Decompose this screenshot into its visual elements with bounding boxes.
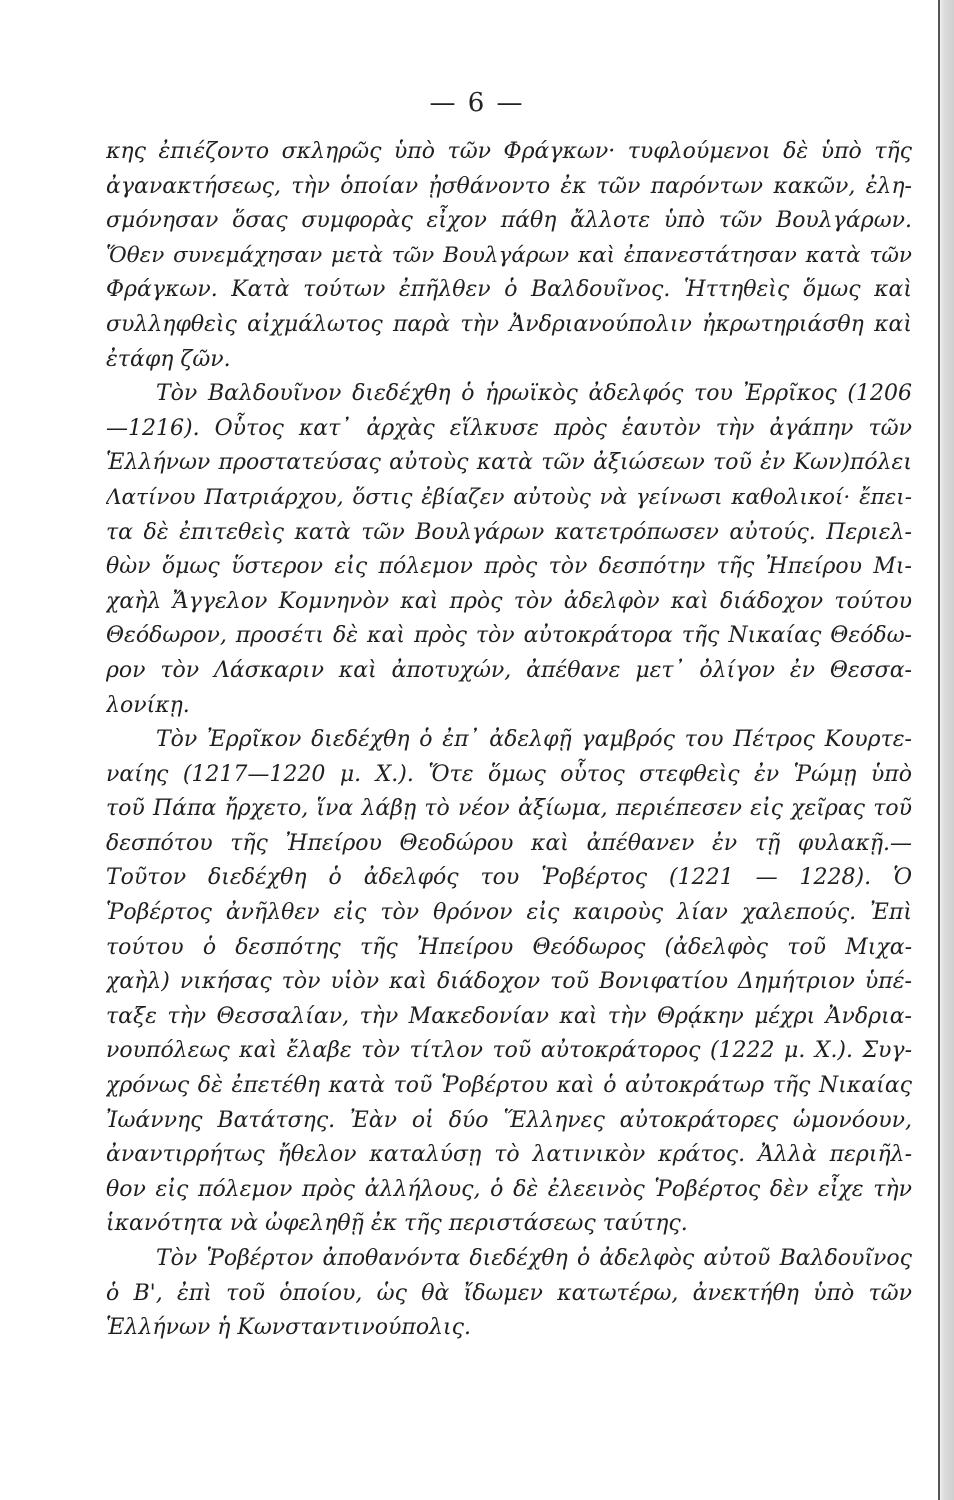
text-line: Τὸν Βαλδουῖνον διεδέχθη ὁ ἡρωϊκὸς ἀδελφός του Ἐρρῖκος (1206 bbox=[156, 381, 912, 407]
text-line: Λατίνου Πατριάρχου, ὅστις ἐβίαζεν αὐτοὺς νὰ γείνωσι καθολικοί· ἔπει- bbox=[106, 484, 912, 510]
text-line: χαὴλ) νικήσας τὸν υἱὸν καὶ διάδοχον τοῦ Βονιφατίου Δημήτριον ὑπέ- bbox=[106, 969, 912, 995]
text-line: δεσπότου τῆς Ἠπείρου Θεοδώρου καὶ ἀπέθανεν ἐν τῇ φυλακῇ.— bbox=[106, 830, 912, 856]
text-line: ὁ Β', ἐπὶ τοῦ ὁποίου, ὡς θὰ ἴδωμεν κατωτέρω, ἀνεκτήθη ὑπὸ τῶν bbox=[106, 1280, 912, 1306]
page-edge-shadow bbox=[938, 0, 954, 1500]
text-line: Ἰωάννης Βατάτσης. Ἐὰν οἱ δύο Ἕλληνες αὐτοκράτορες ὡμονόουν, bbox=[106, 1107, 912, 1133]
text-line: Ἑλλήνων ἡ Κωνσταντινούπολις. bbox=[106, 1315, 471, 1341]
text-line: ναίης (1217—1220 μ. Χ.). Ὅτε ὅμως οὗτος στεφθεὶς ἐν Ῥώμῃ ὑπὸ bbox=[106, 761, 912, 787]
text-line: Ῥοβέρτος ἀνῆλθεν εἰς τὸν θρόνον εἰς καιροὺς λίαν χαλεπούς. Ἐπὶ bbox=[106, 900, 912, 926]
text-line: Θεόδωρον, προσέτι δὲ καὶ πρὸς τὸν αὐτοκράτορα τῆς Νικαίας Θεόδω- bbox=[106, 623, 912, 649]
text-line: Τὸν Ῥοβέρτον ἀποθανόντα διεδέχθη ὁ ἀδελφὸς αὐτοῦ Βαλδουῖνος bbox=[156, 1246, 912, 1271]
text-line: τα δὲ ἐπιτεθεὶς κατὰ τῶν Βουλγάρων κατετρόπωσεν αὐτούς. Περιελ- bbox=[106, 519, 912, 545]
page-edge-line bbox=[938, 0, 940, 1500]
text-line: τοῦ Πάπα ἤρχετο, ἵνα λάβῃ τὸ νέον ἀξίωμα, περιέπεσεν εἰς χεῖρας τοῦ bbox=[106, 796, 912, 822]
text-line: ἀγανακτήσεως, τὴν ὁποίαν ᾐσθάνοντο ἐκ τῶν παρόντων κακῶν, ἐλη- bbox=[106, 173, 912, 199]
text-line: Ὅθεν συνεμάχησαν μετὰ τῶν Βουλγάρων καὶ ἐπανεστάτησαν κατὰ τῶν bbox=[106, 242, 912, 268]
text-line: Τοῦτον διεδέχθη ὁ ἀδελφός του Ῥοβέρτος (1221 — 1228). Ὁ bbox=[106, 865, 912, 891]
text-line: ἱκανότητα νὰ ὠφεληθῇ ἐκ τῆς περιστάσεως ταύτης. bbox=[106, 1211, 688, 1237]
body-text bbox=[106, 135, 912, 1346]
text-line: Τὸν Ἐρρῖκον διεδέχθη ὁ ἐπ᾽ ἀδελφῇ γαμβρός του Πέτρος Κουρτε- bbox=[156, 727, 912, 753]
text-line: —1216). Οὗτος κατ᾽ ἀρχὰς εἵλκυσε πρὸς ἑαυτὸν τὴν ἀγάπην τῶν bbox=[106, 415, 912, 441]
text-line: λονίκῃ. bbox=[106, 692, 190, 718]
text-line: χαὴλ Ἄγγελον Κομνηνὸν καὶ πρὸς τὸν ἀδελφὸν καὶ διάδοχον τούτου bbox=[106, 588, 912, 614]
page-number: — 6 — bbox=[429, 88, 525, 118]
text-line: θὼν ὅμως ὕστερον εἰς πόλεμον πρὸς τὸν δεσπότην τῆς Ἠπείρου Μι- bbox=[106, 554, 912, 580]
text-line: θον εἰς πόλεμον πρὸς ἀλλήλους, ὁ δὲ ἐλεεινὸς Ῥοβέρτος δὲν εἶχε τὴν bbox=[106, 1176, 912, 1202]
text-line: Φράγκων. Κατὰ τούτων ἐπῆλθεν ὁ Βαλδουῖνος. Ἡττηθεὶς ὅμως καὶ bbox=[106, 277, 912, 303]
text-line: χρόνως δὲ ἐπετέθη κατὰ τοῦ Ῥοβέρτου καὶ ὁ αὐτοκράτωρ τῆς Νικαίας bbox=[106, 1073, 912, 1099]
text-line: συλληφθεὶς αἰχμάλωτος παρὰ τὴν Ἀνδριανούπολιν ἠκρωτηριάσθη καὶ bbox=[106, 311, 912, 337]
text-line: ταξε τὴν Θεσσαλίαν, τὴν Μακεδονίαν καὶ τὴν Θρᾴκην μέχρι Ἀνδρια- bbox=[106, 1003, 912, 1029]
text-line: ἀναντιρρήτως ἤθελον καταλύσῃ τὸ λατινικὸν κράτος. Ἀλλὰ περιῆλ- bbox=[106, 1142, 912, 1168]
text-line: τούτου ὁ δεσπότης τῆς Ἠπείρου Θεόδωρος (ἀδελφὸς τοῦ Μιχα- bbox=[106, 934, 912, 960]
text-line: ἐτάφη ζῶν. bbox=[106, 346, 231, 372]
text-line: σμόνησαν ὅσας συμφορὰς εἶχον πάθη ἄλλοτε ὑπὸ τῶν Βουλγάρων. bbox=[106, 208, 912, 234]
text-line: νουπόλεως καὶ ἔλαβε τὸν τίτλον τοῦ αὐτοκράτορος (1222 μ. Χ.). Συγ- bbox=[106, 1038, 912, 1064]
text-line: κης ἐπιέζοντο σκληρῶς ὑπὸ τῶν Φράγκων· τυφλούμενοι δὲ ὑπὸ τῆς bbox=[106, 139, 912, 164]
text-line: ρον τὸν Λάσκαριν καὶ ἀποτυχών, ἀπέθανε μετ᾽ ὀλίγον ἐν Θεσσα- bbox=[106, 657, 912, 683]
text-line: Ἑλλήνων προστατεύσας αὐτοὺς κατὰ τῶν ἀξιώσεων τοῦ ἐν Κων)πόλει bbox=[106, 450, 912, 476]
